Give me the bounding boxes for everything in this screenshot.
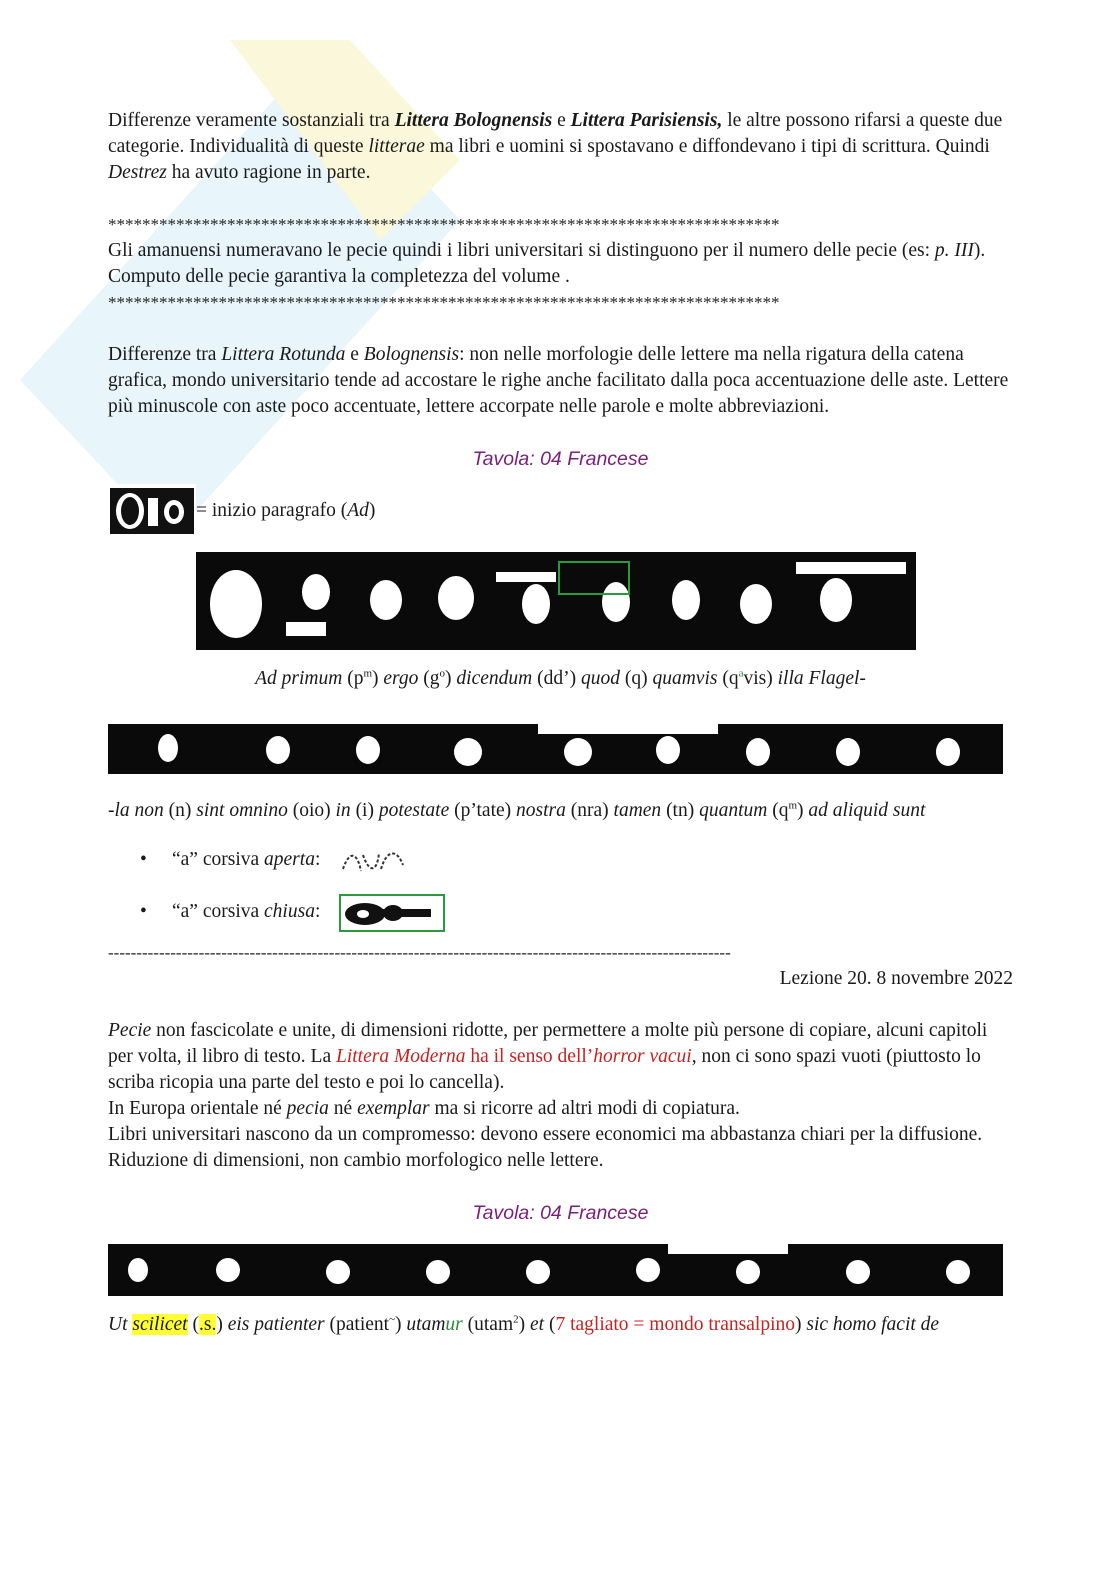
corsiva-aperta-image [339,843,409,879]
caption-ut-scilicet: Ut scilicet (.s.) eis patienter (patient~) utamur (utam$^2$) et (7 tagliato = mondo transalpino) sic homo facit de [108,1313,940,1335]
bullet-list [108,834,1013,938]
corsiva-chiusa-image [339,894,445,932]
manuscript-image-3 [108,1230,1003,1312]
star-separator: ******************************************************************************* [108,293,780,312]
paragraph-amanuensi: Gli amanuensi numeravano le pecie quindi i libri universitari si distinguono per il numero delle pecie (es: p. III). Computo delle pecie garantiva la completezza del volume . [108,240,986,287]
bullet-corsiva-chiusa: • “a” corsiva chiusa: [108,886,1013,938]
inizio-paragrafo-text: = inizio paragrafo (Ad) [196,500,376,521]
caption-ad-primum: Ad primum $(p^m)$ ergo $(g^o)$ dicendum (dd’) quod (q) quamvis $(q^avis)$ illa Flagel- [255,667,866,689]
bullet-dot: • [140,901,147,922]
bullet-dot: • [140,849,147,870]
paragraph-europa-orientale: In Europa orientale né pecia né exemplar ma si ricorre ad altri modi di copiatura. [108,1098,740,1119]
manuscript-image-2 [108,712,1003,796]
initial-ad-image [108,484,196,538]
caption-la-non: -la non (n) sint omnino (oio) in (i) potestate (p’tate) nostra (nra) tamen (tn) quantum $(q^m)$ ad aliquid sunt [108,799,926,821]
manuscript-image-1 [196,542,916,662]
tavola-heading: Tavola: 04 Francese [472,1202,649,1224]
paragraph-pecie: Pecie non fascicolate e unite, di dimensioni ridotte, per permettere a molte più persone di copiare, alcuni capitoli per volta, il libro di testo. La Littera Moderna ha il senso dell’horror vacui, non ci sono spazi vuoti (piuttosto lo scriba ricopia una parte del testo e poi lo cancella). [108,1020,988,1093]
paragraph-differenze-sostanziali: Differenze veramente sostanziali tra Littera Bolognensis e Littera Parisiensis, le altre possono rifarsi a queste due categorie. Individualità di queste litterae ma libri e uomini si spostavano e diffondevano i tipi di scrittura. Quindi Destrez ha avuto ragione in parte. [108,110,1003,183]
paragraph-libri-universitari: Libri universitari nascono da un compromesso: devono essere economici ma abbastanza chiari per la diffusione. Riduzione di dimensioni, non cambio morfologico nelle lettere. [108,1124,983,1171]
bullet-corsiva-aperta: • “a” corsiva aperta: [108,834,1013,886]
tavola-heading: Tavola: 04 Francese [472,448,649,470]
star-separator: ******************************************************************************* [108,215,780,234]
inizio-paragrafo-row [108,484,1013,538]
lezione-date: Lezione 20. 8 novembre 2022 [779,968,1013,989]
document-page [108,108,1013,1338]
dash-separator: -------------------------------------------------------------------------------------------------------------- [108,943,731,962]
paragraph-rotunda-bolognensis: Differenze tra Littera Rotunda e Bolognensis: non nelle morfologie delle lettere ma nella rigatura della catena grafica, mondo universitario tende ad accostare le righe anche facilitato dalla poca accentuazione delle aste. Lettere più minuscole con aste poco accentuate, lettere accorpate nelle parole e molte abbreviazioni. [108,344,1009,417]
